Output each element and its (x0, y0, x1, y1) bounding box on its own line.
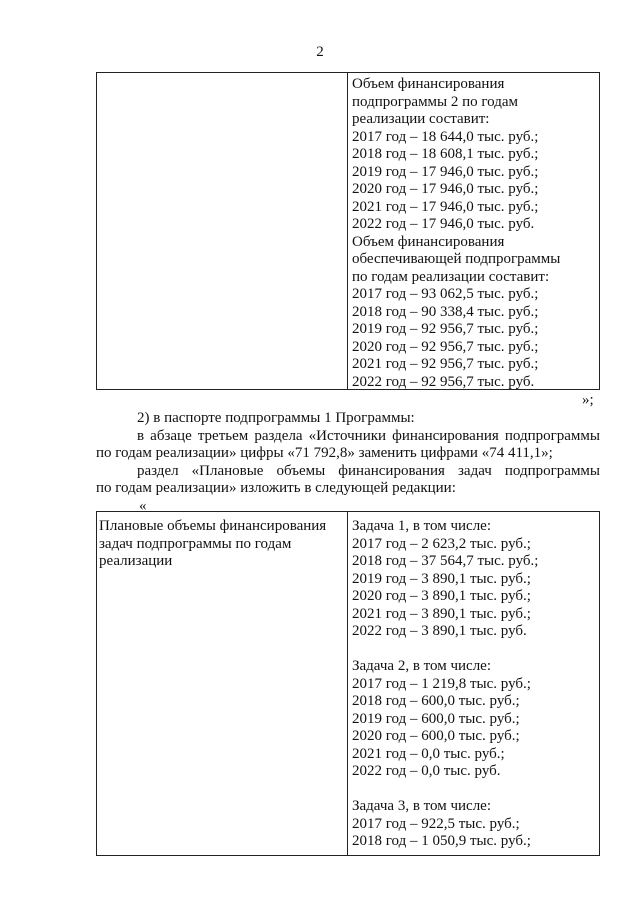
text-line: 2017 год – 922,5 тыс. руб.; (352, 815, 520, 832)
text-line: 2022 год – 0,0 тыс. руб. (352, 763, 501, 779)
text-line: подпрограммы 2 по годам (352, 93, 519, 110)
paragraph-section-line: по годам реализации» изложить в следующей редакции: (96, 480, 456, 496)
text-line: 2022 год – 92 956,7 тыс. руб. (352, 373, 535, 390)
text-line: 2021 год – 17 946,0 тыс. руб.; (352, 198, 539, 215)
text-line: реализации (99, 553, 173, 569)
paragraph-section-line: раздел «Плановые объемы финансирования задач подпрограммы (137, 463, 600, 479)
text-line: 2018 год – 18 608,1 тыс. руб.; (352, 146, 539, 162)
text-line: 2017 год – 18 644,0 тыс. руб.; (352, 128, 539, 145)
text-line: 2017 год – 2 623,2 тыс. руб.; (352, 535, 531, 552)
text-line: 2019 год – 17 946,0 тыс. руб.; (352, 163, 539, 180)
text-line: 2020 год – 92 956,7 тыс. руб.; (352, 338, 539, 355)
text-line: 2020 год – 600,0 тыс. руб.; (352, 728, 520, 744)
text-line: обеспечивающей подпрограммы (352, 251, 561, 267)
table-column-divider (347, 512, 348, 855)
funding-table-right-cell (352, 76, 560, 391)
text-line: 2021 год – 0,0 тыс. руб.; (352, 745, 505, 762)
text-line: 2021 год – 92 956,7 тыс. руб.; (352, 356, 539, 372)
text-line: реализации составит: (352, 111, 490, 127)
text-line: 2022 год – 17 946,0 тыс. руб. (352, 216, 535, 232)
table-column-divider (347, 73, 348, 389)
text-line: 2017 год – 1 219,8 тыс. руб.; (352, 675, 531, 692)
text-line: 2017 год – 93 062,5 тыс. руб.; (352, 286, 539, 302)
task-title: Задача 1, в том числе: (352, 518, 491, 534)
text-line: задач подпрограммы по годам (99, 535, 292, 552)
text-line: по годам реализации составит: (352, 268, 550, 285)
opening-quote: « (139, 498, 147, 514)
page-number: 2 (316, 44, 324, 60)
text-line: 2019 год – 600,0 тыс. руб.; (352, 710, 520, 727)
text-line: 2018 год – 90 338,4 тыс. руб.; (352, 303, 539, 320)
text-line: 2019 год – 92 956,7 тыс. руб.; (352, 321, 539, 337)
paragraph-sources-line: в абзаце третьем раздела «Источники финансирования подпрограммы (137, 428, 600, 444)
text-line: Объем финансирования (352, 76, 505, 92)
paragraph-sources-line: по годам реализации» цифры «71 792,8» заменить цифрами «74 411,1»; (96, 445, 553, 461)
text-line: 2018 год – 1 050,9 тыс. руб.; (352, 833, 531, 849)
text-line: 2018 год – 600,0 тыс. руб.; (352, 693, 520, 709)
text-line: 2021 год – 3 890,1 тыс. руб.; (352, 605, 531, 622)
text-line: Объем финансирования (352, 233, 505, 250)
task-title: Задача 3, в том числе: (352, 798, 491, 814)
blank-line (352, 781, 538, 799)
closing-quote: »; (582, 392, 594, 408)
text-line: 2020 год – 3 890,1 тыс. руб.; (352, 588, 531, 604)
planned-funding-label-cell (99, 518, 326, 571)
text-line: Плановые объемы финансирования (99, 518, 327, 534)
text-line: 2018 год – 37 564,7 тыс. руб.; (352, 553, 539, 569)
planned-funding-values-cell (352, 518, 538, 851)
paragraph-item-2: 2) в паспорте подпрограммы 1 Программы: (137, 410, 415, 426)
task-title: Задача 2, в том числе: (352, 658, 491, 674)
text-line: 2022 год – 3 890,1 тыс. руб. (352, 623, 527, 639)
blank-line (352, 641, 538, 659)
text-line: 2019 год – 3 890,1 тыс. руб.; (352, 570, 531, 587)
text-line: 2020 год – 17 946,0 тыс. руб.; (352, 181, 539, 197)
